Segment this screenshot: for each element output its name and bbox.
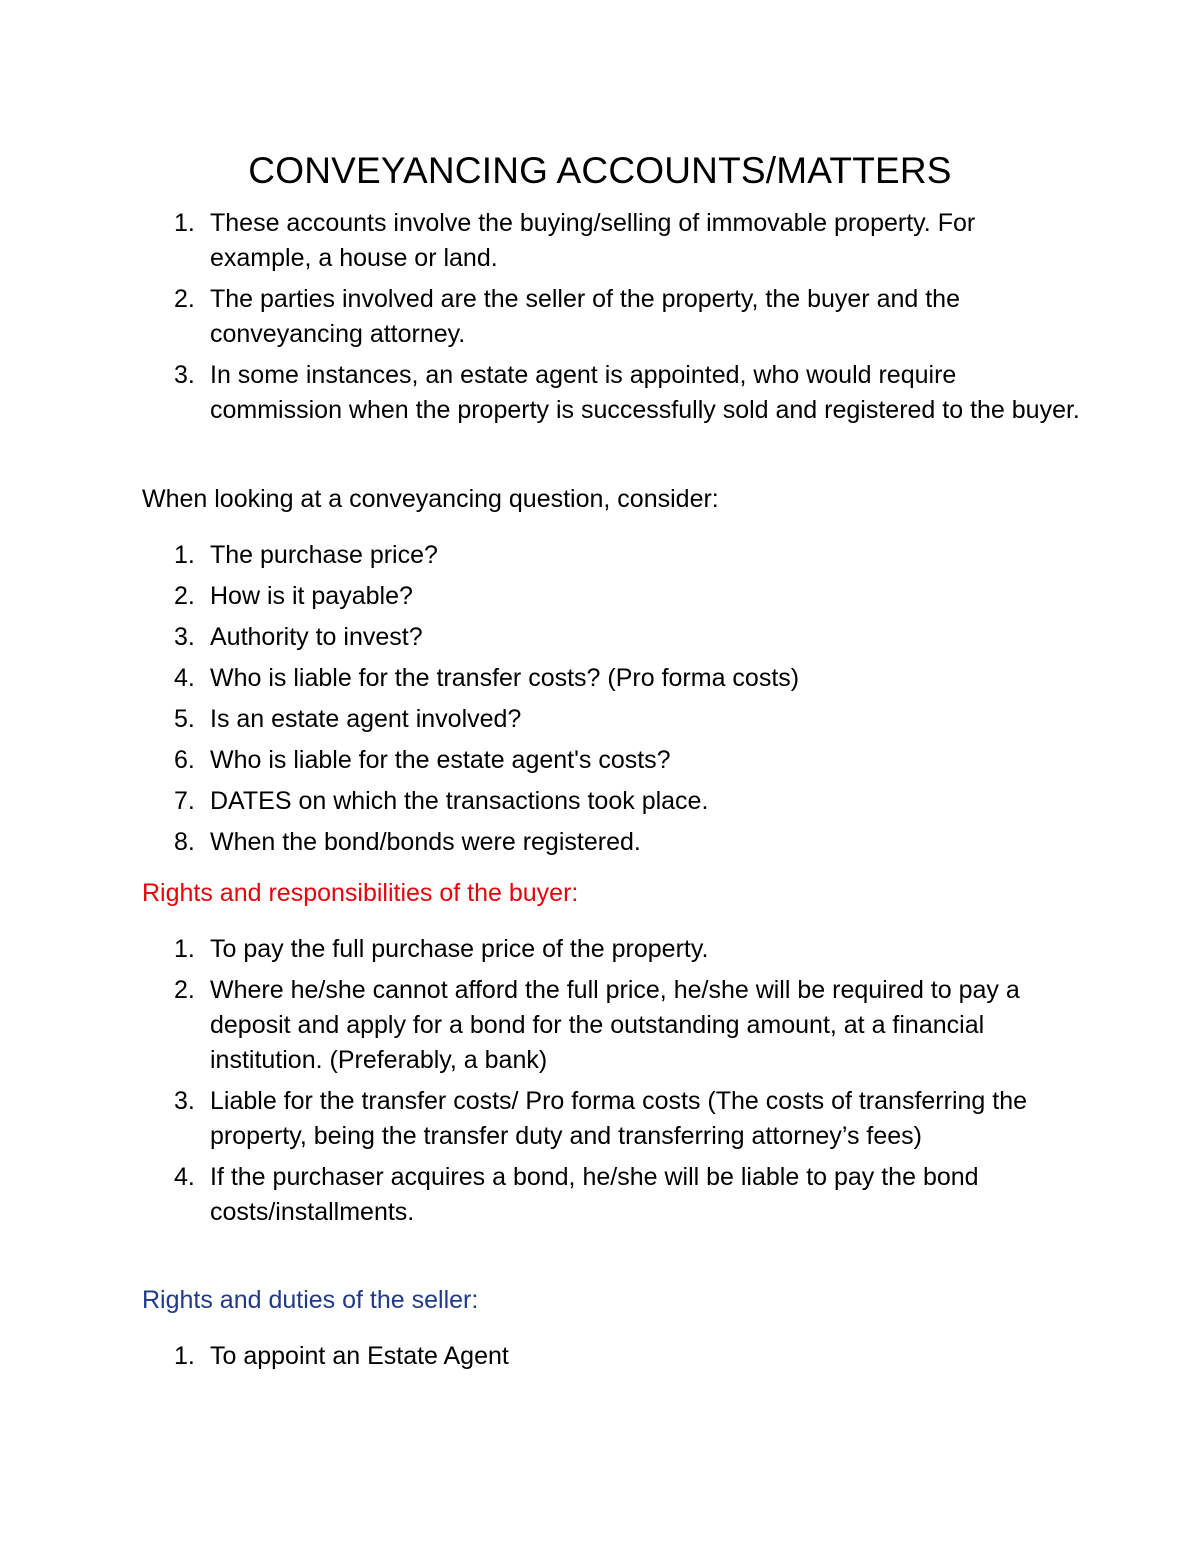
page-title: CONVEYANCING ACCOUNTS/MATTERS (248, 150, 952, 191)
list-item: 3. Authority to invest? (174, 623, 423, 651)
consider-list (142, 538, 1082, 860)
list-item: 3. Liable for the transfer costs/ Pro forma costs (The costs of transferring the property, being the transfer duty and transferring attorney’s fees) (174, 1087, 1028, 1150)
list-item: 2. Where he/she cannot afford the full price, he/she will be required to pay a deposit and apply for a bond for the outstanding amount, at a financial institution. (Preferably, a bank) (174, 976, 1020, 1074)
list-item: 1. To appoint an Estate Agent (174, 1342, 509, 1370)
list-item: 5. Is an estate agent involved? (174, 705, 522, 733)
list-item: 8. When the bond/bonds were registered. (174, 828, 641, 856)
buyer-heading: Rights and responsibilities of the buyer: (142, 879, 579, 907)
list-item: 4. Who is liable for the transfer costs? (Pro forma costs) (174, 664, 800, 692)
consider-heading: When looking at a conveyancing question, consider: (142, 485, 719, 513)
list-item: 1. These accounts involve the buying/selling of immovable property. For example, a house or land. (174, 209, 976, 272)
list-item: 6. Who is liable for the estate agent's costs? (174, 746, 671, 774)
list-item: 3. In some instances, an estate agent is appointed, who would require commission when the property is successfully sold and registered to the buyer. (174, 361, 1080, 424)
buyer-list (142, 932, 1082, 1230)
list-item: 1. The purchase price? (174, 541, 438, 569)
list-item: 2. How is it payable? (174, 582, 413, 610)
list-item: 7. DATES on which the transactions took place. (174, 787, 709, 815)
list-item: 2. The parties involved are the seller of the property, the buyer and the conveyancing attorney. (174, 285, 960, 348)
list-item: 1. To pay the full purchase price of the property. (174, 935, 709, 963)
list-item: 4. If the purchaser acquires a bond, he/she will be liable to pay the bond costs/installments. (174, 1163, 979, 1226)
seller-heading: Rights and duties of the seller: (142, 1286, 479, 1314)
intro-list (142, 206, 1082, 428)
seller-list (142, 1339, 1082, 1374)
